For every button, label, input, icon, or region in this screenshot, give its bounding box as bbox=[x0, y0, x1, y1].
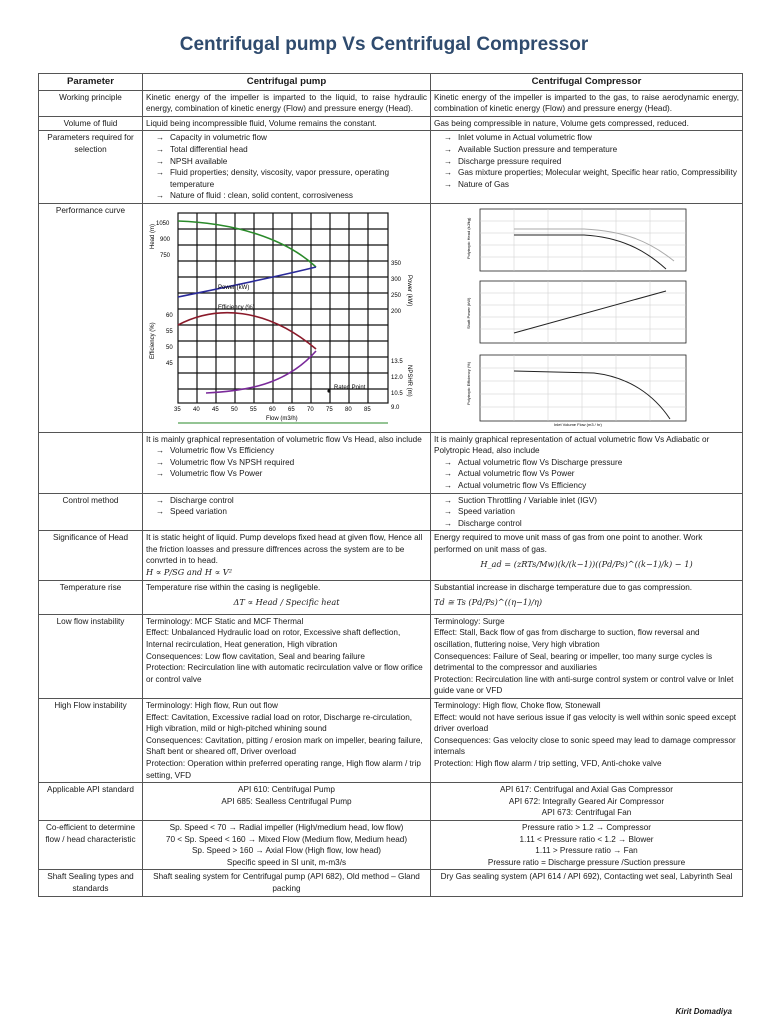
x-tick: 75 bbox=[326, 406, 333, 413]
power-tick: 350 bbox=[391, 260, 402, 267]
efficiency-tick: 50 bbox=[166, 344, 173, 351]
list-item: → Discharge control bbox=[146, 495, 427, 507]
arrow-icon: → bbox=[443, 469, 453, 479]
power-axis-label: Power (kW) bbox=[406, 274, 412, 307]
compressor-top-chart bbox=[480, 209, 686, 271]
npsh-axis-label: NPSHR (m) bbox=[406, 364, 412, 397]
list-item: → Nature of fluid : clean, solid content, corrosiveness bbox=[146, 190, 427, 202]
compressor-performance-graph bbox=[434, 205, 740, 427]
pump-cell bbox=[143, 131, 431, 204]
npsh-tick: 13.5 bbox=[391, 358, 403, 365]
row-volume-of-fluid bbox=[39, 116, 743, 131]
author-credit: Kirit Domadiya bbox=[675, 1007, 732, 1016]
pump-cell: API 610: Centrifugal Pump API 685: Sealless Centrifugal Pump bbox=[143, 783, 431, 821]
compressor-cell: Gas being compressible in nature, Volume gets compressed, reduced. bbox=[431, 116, 743, 131]
list-item: → Total differential head bbox=[146, 144, 427, 156]
arrow-icon: → bbox=[443, 144, 453, 154]
compressor-cell bbox=[431, 203, 743, 432]
compressor-cell: API 617: Centrifugal and Axial Gas Compressor API 672: Integrally Geared Air Compressor API 673: Centrifugal Fan bbox=[431, 783, 743, 821]
arrow-icon: → bbox=[155, 144, 165, 154]
row-label: High Flow instability bbox=[39, 699, 143, 783]
row-label: Working principle bbox=[39, 90, 143, 116]
x-axis-label: Flow (m3/h) bbox=[266, 415, 298, 422]
row-significance-of-head bbox=[39, 531, 743, 580]
rated-point-label: Rated Point bbox=[334, 384, 366, 391]
compressor-head-formula: H_ad = (zRTs/Mw)(k/(k−1))((Pd/Ps)^((k−1)/k) − 1) bbox=[480, 559, 693, 570]
pump-cell: Sp. Speed < 70 → Radial impeller (High/medium head, low flow) 70 < Sp. Speed < 160 → Mixed Flow (Medium flow, Medium head) Sp. Speed > 160 → Axial Flow (High flow, low head) Specific speed in SI unit, m-m3/s bbox=[143, 820, 431, 869]
compressor-cell: Pressure ratio > 1.2 → Compressor 1.11 < Pressure ratio < 1.2 → Blower 1.11 > Pressure ratio → Fan Pressure ratio = Discharge pressure /Suction pressure bbox=[431, 820, 743, 869]
arrow-icon: → bbox=[443, 495, 453, 505]
x-tick: 80 bbox=[345, 406, 352, 413]
efficiency-curve-label: Efficiency (%) bbox=[218, 304, 255, 311]
mid-y-label: Shaft Power (kW) bbox=[466, 297, 471, 329]
list-item: → Available Suction pressure and temperature bbox=[434, 144, 739, 156]
list-item: → Volumetric flow Vs NPSH required bbox=[146, 457, 427, 469]
pump-cell: Liquid being incompressible fluid, Volume remains the constant. bbox=[143, 116, 431, 131]
page-title: Centrifugal pump Vs Centrifugal Compressor bbox=[179, 34, 589, 55]
row-label: Co-efficient to determine flow / head characteristic bbox=[39, 820, 143, 869]
head-tick: 900 bbox=[160, 236, 171, 243]
arrow-icon: → bbox=[443, 168, 453, 178]
list-item: → Discharge control bbox=[434, 518, 739, 530]
row-label: Performance curve bbox=[39, 203, 143, 432]
pump-cell: Terminology: High flow, Run out flow Effect: Cavitation, Excessive radial load on rotor, Discharge re-circulation, High vibration, mild or high-pitched whining sound Consequences: Cavitation, pitting / erosion mark on impeller, bearing failure, Shaft bent or sheared off, Driver overload Protection: Operation within preferred operating range, High flow alarm / trip setting, VFD bbox=[143, 699, 431, 783]
row-label: Low flow instability bbox=[39, 614, 143, 698]
row-label: Parameters required for selection bbox=[39, 131, 143, 204]
list-item: → Capacity in volumetric flow bbox=[146, 132, 427, 144]
header-pump: Centrifugal pump bbox=[143, 74, 431, 91]
arrow-icon: → bbox=[155, 507, 165, 517]
head-axis-label: Head (m) bbox=[150, 223, 156, 249]
list-item: → Speed variation bbox=[146, 506, 427, 518]
head-curve-lower bbox=[514, 235, 666, 269]
compressor-cell: Energy required to move unit mass of gas from one point to another. Work performed on unit mass of gas. H_ad = (zRTs/Mw)(k/(k−1))((Pd/Ps)^((k−1)/k) − 1) bbox=[431, 531, 743, 580]
compressor-cell: Terminology: Surge Effect: Stall, Back flow of gas from discharge to suction, flow reversal and oscillation, fluttering noise, Very high vibration Consequences: Failure of Seal, bearing or impeller, too many surge cycles is detrimental to the compressor and auxiliaries Protection: Recirculation line with anti-surge control system or control valve or Inlet guide vane or VFD bbox=[431, 614, 743, 698]
efficiency-curve bbox=[178, 313, 316, 349]
compressor-cell bbox=[431, 493, 743, 531]
arrow-icon: → bbox=[155, 495, 165, 505]
npsh-tick: 12.0 bbox=[391, 374, 403, 381]
arrow-icon: → bbox=[155, 168, 165, 178]
arrow-icon: → bbox=[155, 469, 165, 479]
x-tick: 35 bbox=[174, 406, 181, 413]
x-tick: 50 bbox=[231, 406, 238, 413]
list-item: → Actual volumetric flow Vs Efficiency bbox=[434, 480, 739, 492]
arrow-icon: → bbox=[443, 507, 453, 517]
pump-performance-graph bbox=[146, 205, 428, 427]
rated-point-marker bbox=[327, 389, 330, 392]
arrow-icon: → bbox=[443, 518, 453, 528]
compressor-cell: Substantial increase in discharge temperature due to gas compression. Td ≅ Ts (Pd/Ps)^((η−1)/η) bbox=[431, 580, 743, 614]
pump-cell: It is static height of liquid. Pump develops fixed head at given flow, Hence all the friction loasses and pressure diffrences across the system are to be convrted in to head. H ∝ P/SG and H ∝ V² bbox=[143, 531, 431, 580]
row-high-flow-instability bbox=[39, 699, 743, 783]
power-tick: 300 bbox=[391, 276, 402, 283]
compressor-mid-chart bbox=[480, 281, 686, 343]
head-curve bbox=[178, 221, 316, 267]
list-item: → Nature of Gas bbox=[434, 179, 739, 191]
row-label-empty bbox=[39, 432, 143, 493]
temperature-formula: ΔT ∝ Head / Specific heat bbox=[233, 597, 340, 608]
pump-cell: Kinetic energy of the impeller is imparted to the liquid, to raise hydraulic energy, combination of kinetic energy (Flow) and pressure energy (Head). bbox=[143, 90, 431, 116]
compressor-cell: Kinetic energy of the impeller is imparted to the gas, to raise aerodynamic energy, combination of kinetic energy (Flow) and pressure energy (Head). bbox=[431, 90, 743, 116]
row-parameters bbox=[39, 131, 743, 204]
list-item: → Discharge pressure required bbox=[434, 156, 739, 168]
bottom-y-label: Polytropic Efficiency (%) bbox=[466, 361, 471, 405]
pump-grid bbox=[178, 213, 388, 403]
npsh-tick: 10.5 bbox=[391, 390, 403, 397]
arrow-icon: → bbox=[443, 480, 453, 490]
x-tick: 45 bbox=[212, 406, 219, 413]
head-tick: 1050 bbox=[156, 220, 170, 227]
pump-cell: It is mainly graphical representation of volumetric flow Vs Head, also include → Volumetric flow Vs Efficiency → Volumetric flow Vs NPSH required → Volumetric flow Vs Power bbox=[143, 432, 431, 493]
row-label: Significance of Head bbox=[39, 531, 143, 580]
row-label: Temperature rise bbox=[39, 580, 143, 614]
arrow-icon: → bbox=[443, 133, 453, 143]
row-shaft-sealing bbox=[39, 870, 743, 896]
header-row bbox=[39, 74, 743, 91]
row-label: Control method bbox=[39, 493, 143, 531]
list-item: → Speed variation bbox=[434, 506, 739, 518]
compressor-cell: It is mainly graphical representation of actual volumetric flow Vs Adiabatic or Polytropic Head, also include → Actual volumetric flow Vs Discharge pressure → Actual volumetric flow Vs Power → Actual volumetric flow Vs Efficiency bbox=[431, 432, 743, 493]
row-coefficient bbox=[39, 820, 743, 869]
compressor-x-label: Inlet Volume Flow (m3 / hr) bbox=[554, 421, 602, 427]
pump-cell bbox=[143, 493, 431, 531]
compressor-bottom-chart bbox=[480, 355, 686, 421]
arrow-icon: → bbox=[155, 446, 165, 456]
arrow-icon: → bbox=[155, 191, 165, 201]
x-tick: 65 bbox=[288, 406, 295, 413]
x-tick: 70 bbox=[307, 406, 314, 413]
top-y-label: Polytropic Head (kJ/kg) bbox=[466, 217, 471, 259]
efficiency-tick: 60 bbox=[166, 312, 173, 319]
x-axis-ticks bbox=[174, 407, 371, 413]
list-item: → Volumetric flow Vs Efficiency bbox=[146, 445, 427, 457]
pump-head-formula: H ∝ P/SG and H ∝ V² bbox=[146, 567, 232, 578]
arrow-icon: → bbox=[155, 133, 165, 143]
row-api-standard bbox=[39, 783, 743, 821]
efficiency-line bbox=[514, 371, 670, 419]
compressor-cell: Terminology: High flow, Choke flow, Stonewall Effect: would not have serious issue if gas velocity is well within sonic speed except driver overload Consequences: Gas velocity close to sonic speed may lead to damage compressor internals Protection: High flow alarm / trip setting, VFD, Anti-choke valve bbox=[431, 699, 743, 783]
comparison-table bbox=[38, 73, 743, 897]
discharge-temperature-formula: Td ≅ Ts (Pd/Ps)^((η−1)/η) bbox=[434, 597, 543, 608]
row-performance-text bbox=[39, 432, 743, 493]
compressor-cell: Dry Gas sealing system (API 614 / API 692), Contacting wet seal, Labyrinth Seal bbox=[431, 870, 743, 896]
list-item: → Actual volumetric flow Vs Power bbox=[434, 468, 739, 480]
efficiency-tick: 45 bbox=[166, 360, 173, 367]
npsh-tick: 9.0 bbox=[391, 404, 400, 411]
list-item: → NPSH available bbox=[146, 156, 427, 168]
x-tick: 60 bbox=[269, 406, 276, 413]
pump-cell: Shaft sealing system for Centrifugal pump (API 682), Old method – Gland packing bbox=[143, 870, 431, 896]
row-label: Shaft Sealing types and standards bbox=[39, 870, 143, 896]
row-label: Applicable API standard bbox=[39, 783, 143, 821]
pump-cell: Terminology: MCF Static and MCF Thermal Effect: Unbalanced Hydraulic load on rotor, Excessive shaft deflection, Internal recirculation, Heat generation, High vibration Consequences: Low flow cavitation, Seal and bearing failure Protection: Recirculation line with automatic recirculation valve or flow orifice or control valve bbox=[143, 614, 431, 698]
header-parameter: Parameter bbox=[39, 74, 143, 91]
x-tick: 40 bbox=[193, 406, 200, 413]
power-curve-label: Power (kW) bbox=[218, 284, 250, 291]
row-working-principle bbox=[39, 90, 743, 116]
header-compressor: Centrifugal Compressor bbox=[431, 74, 743, 91]
compressor-cell bbox=[431, 131, 743, 204]
arrow-icon: → bbox=[443, 156, 453, 166]
list-item: → Fluid properties; density, viscosity, vapor pressure, operating temperature bbox=[146, 167, 427, 190]
list-item: → Inlet volume in Actual volumetric flow bbox=[434, 132, 739, 144]
pump-cell: Temperature rise within the casing is negligeble. ΔT ∝ Head / Specific heat bbox=[143, 580, 431, 614]
power-tick: 200 bbox=[391, 308, 402, 315]
list-item: → Volumetric flow Vs Power bbox=[146, 468, 427, 480]
arrow-icon: → bbox=[443, 179, 453, 189]
arrow-icon: → bbox=[155, 457, 165, 467]
arrow-icon: → bbox=[443, 457, 453, 467]
power-tick: 250 bbox=[391, 292, 402, 299]
list-item: → Actual volumetric flow Vs Discharge pressure bbox=[434, 457, 739, 469]
x-tick: 55 bbox=[250, 406, 257, 413]
row-temperature-rise bbox=[39, 580, 743, 614]
pump-cell bbox=[143, 203, 431, 432]
x-tick: 85 bbox=[364, 406, 371, 413]
row-performance-curve bbox=[39, 203, 743, 432]
power-line bbox=[514, 291, 666, 333]
head-tick: 750 bbox=[160, 252, 171, 259]
row-label: Volume of fluid bbox=[39, 116, 143, 131]
list-item: → Gas mixture properties; Molecular weight, Specific hear ratio, Compressibility bbox=[434, 167, 739, 179]
list-item: → Suction Throttling / Variable inlet (IGV) bbox=[434, 495, 739, 507]
row-control-method bbox=[39, 493, 743, 531]
arrow-icon: → bbox=[155, 156, 165, 166]
efficiency-axis-label: Efficiency (%) bbox=[150, 322, 156, 359]
row-low-flow-instability bbox=[39, 614, 743, 698]
efficiency-tick: 55 bbox=[166, 328, 173, 335]
